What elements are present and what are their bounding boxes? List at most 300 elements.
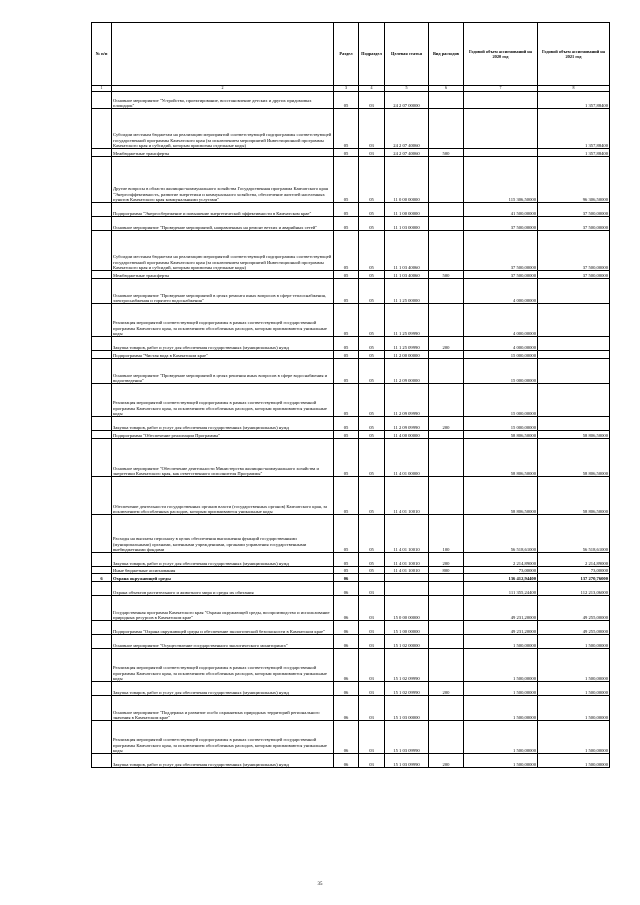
- row-section: 05: [334, 304, 359, 337]
- row-amount-2021: 1 500,00000: [538, 635, 610, 649]
- table-row: [92, 157, 610, 203]
- row-name: Закупка товаров, работ и услуг для обеспечения государственных (муниципальных) нужд: [112, 682, 334, 696]
- row-name: Закупка товаров, работ и услуг для обеспечения государственных (муниципальных) нужд: [112, 754, 334, 768]
- row-section: 06: [334, 754, 359, 768]
- row-target-item: [385, 582, 429, 596]
- table-row: [92, 696, 610, 721]
- row-amount-2020: 1 500,00000: [464, 682, 538, 696]
- row-expense-type: [429, 721, 464, 754]
- column-number: 1: [92, 86, 112, 92]
- row-subsection: 05: [359, 515, 385, 553]
- row-number: [92, 596, 112, 621]
- row-subsection: 05: [359, 359, 385, 384]
- row-subsection: 05: [359, 271, 385, 279]
- row-amount-2021: 1 500,00000: [538, 696, 610, 721]
- row-subsection: 05: [359, 384, 385, 417]
- row-expense-type: [429, 635, 464, 649]
- row-amount-2021: 37 500,00000: [538, 203, 610, 217]
- row-amount-2020: 58 806,50000: [464, 431, 538, 439]
- row-expense-type: [429, 351, 464, 359]
- row-expense-type: 500: [429, 149, 464, 157]
- row-amount-2020: [464, 149, 538, 157]
- row-number: [92, 417, 112, 431]
- row-section: 06: [334, 574, 359, 582]
- row-expense-type: [429, 217, 464, 231]
- row-target-item: 11 0 00 00000: [385, 157, 429, 203]
- row-target-item: 11 2 09 00000: [385, 359, 429, 384]
- row-name: Закупка товаров, работ и услуг для обеспечения государственных (муниципальных) нужд: [112, 417, 334, 431]
- row-number: [92, 515, 112, 553]
- row-section: 06: [334, 696, 359, 721]
- row-amount-2021: [538, 337, 610, 351]
- table-row: [92, 754, 610, 768]
- row-amount-2020: 15 000,00000: [464, 359, 538, 384]
- row-amount-2020: 73,00000: [464, 567, 538, 574]
- header-amount-2020: Годовой объем ассигнований на 2020 год: [464, 23, 538, 86]
- row-section: 06: [334, 596, 359, 621]
- row-number: [92, 359, 112, 384]
- row-name: Иные бюджетные ассигнования: [112, 567, 334, 574]
- row-amount-2020: 15 000,00000: [464, 351, 538, 359]
- row-name: Реализация мероприятий соответствующей подпрограммы в рамках соответствующей государственной программы Камчатского края, за исключением обособленных расходов, которым присваиваются уникальные коды: [112, 384, 334, 417]
- row-amount-2021: 73,00000: [538, 567, 610, 574]
- row-subsection: 05: [359, 279, 385, 304]
- row-number: [92, 682, 112, 696]
- row-expense-type: [429, 596, 464, 621]
- row-target-item: 11 1 25 00000: [385, 279, 429, 304]
- row-number: [92, 649, 112, 682]
- row-amount-2020: 58 806,50000: [464, 439, 538, 477]
- row-number: [92, 217, 112, 231]
- table-row: [92, 279, 610, 304]
- row-amount-2020: 15 000,00000: [464, 384, 538, 417]
- row-amount-2021: 2 214,89000: [538, 553, 610, 567]
- column-number: 2: [112, 86, 334, 92]
- row-expense-type: 200: [429, 417, 464, 431]
- row-target-item: 15 0 00 00000: [385, 596, 429, 621]
- row-subsection: 03: [359, 92, 385, 109]
- row-section: 06: [334, 582, 359, 596]
- row-expense-type: [429, 574, 464, 582]
- row-amount-2020: 49 231,20000: [464, 621, 538, 635]
- row-expense-type: 800: [429, 567, 464, 574]
- column-number: 4: [359, 86, 385, 92]
- table-row: [92, 359, 610, 384]
- row-expense-type: [429, 203, 464, 217]
- row-target-item: 11 1 25 09990: [385, 304, 429, 337]
- row-amount-2020: 4 000,00000: [464, 304, 538, 337]
- row-amount-2021: [538, 351, 610, 359]
- row-amount-2020: 2 214,89000: [464, 553, 538, 567]
- row-target-item: 24 2 07 40060: [385, 109, 429, 149]
- row-subsection: 05: [359, 417, 385, 431]
- row-section: 05: [334, 359, 359, 384]
- row-expense-type: [429, 359, 464, 384]
- row-section: 05: [334, 92, 359, 109]
- row-number: [92, 304, 112, 337]
- row-target-item: 11 4 01 10010: [385, 553, 429, 567]
- row-number: [92, 553, 112, 567]
- row-target-item: 11 1 25 09990: [385, 337, 429, 351]
- row-subsection: 05: [359, 304, 385, 337]
- row-section: 06: [334, 649, 359, 682]
- row-section: 05: [334, 477, 359, 515]
- table-row: [92, 635, 610, 649]
- budget-table: [91, 22, 610, 768]
- row-target-item: 15 1 03 00000: [385, 696, 429, 721]
- row-number: 6: [92, 574, 112, 582]
- row-target-item: 24 2 07 00000: [385, 92, 429, 109]
- row-name: Подпрограмма "Энергосбережение и повышение энергетической эффективности в Камчатском крае": [112, 203, 334, 217]
- row-amount-2021: 58 806,50000: [538, 477, 610, 515]
- table-row: [92, 515, 610, 553]
- row-name: Основное мероприятие "Устройство, проектирование, восстановление детских и других придомовых площадок": [112, 92, 334, 109]
- row-target-item: 24 2 07 40060: [385, 149, 429, 157]
- row-name: Межбюджетные трансферты: [112, 149, 334, 157]
- row-section: 05: [334, 553, 359, 567]
- row-amount-2020: 56 518,61000: [464, 515, 538, 553]
- table-row: [92, 477, 610, 515]
- row-name: Реализация мероприятий соответствующей подпрограммы в рамках соответствующей государственной программы Камчатского края, за исключением обособленных расходов, которым присваиваются уникальные коды: [112, 304, 334, 337]
- header-target-item: Целевая статья: [385, 23, 429, 86]
- row-amount-2020: 1 500,00000: [464, 649, 538, 682]
- column-number: 3: [334, 86, 359, 92]
- row-subsection: 05: [359, 157, 385, 203]
- row-target-item: 15 1 02 00000: [385, 635, 429, 649]
- row-expense-type: 200: [429, 754, 464, 768]
- table-row: [92, 337, 610, 351]
- row-target-item: 11 1 03 40060: [385, 231, 429, 271]
- row-amount-2021: 1 500,00000: [538, 754, 610, 768]
- row-amount-2020: 136 412,94400: [464, 574, 538, 582]
- table-row: [92, 217, 610, 231]
- row-amount-2021: 37 500,00000: [538, 271, 610, 279]
- row-subsection: 05: [359, 231, 385, 271]
- row-amount-2021: [538, 304, 610, 337]
- row-subsection: 03: [359, 109, 385, 149]
- row-section: 05: [334, 279, 359, 304]
- row-amount-2020: 115 306,50000: [464, 157, 538, 203]
- row-expense-type: [429, 231, 464, 271]
- row-target-item: 11 1 03 40060: [385, 271, 429, 279]
- row-amount-2021: [538, 384, 610, 417]
- row-subsection: 03: [359, 721, 385, 754]
- row-amount-2021: 56 518,61000: [538, 515, 610, 553]
- row-expense-type: [429, 696, 464, 721]
- table-row: [92, 149, 610, 157]
- row-subsection: 03: [359, 682, 385, 696]
- table-row: [92, 596, 610, 621]
- row-expense-type: [429, 279, 464, 304]
- row-subsection: 03: [359, 149, 385, 157]
- row-section: 05: [334, 109, 359, 149]
- row-number: [92, 149, 112, 157]
- row-subsection: 05: [359, 337, 385, 351]
- row-target-item: 11 2 09 09990: [385, 417, 429, 431]
- row-section: 05: [334, 431, 359, 439]
- row-name: Основное мероприятие "Осуществление государственного экологического мониторинга": [112, 635, 334, 649]
- row-target-item: 11 1 00 00000: [385, 203, 429, 217]
- row-section: 05: [334, 567, 359, 574]
- row-section: 05: [334, 384, 359, 417]
- row-amount-2021: 1 357,88400: [538, 92, 610, 109]
- row-expense-type: [429, 92, 464, 109]
- row-name: Субсидии местным бюджетам на реализацию мероприятий соответствующей подпрограммы соответствующей государственной программы Камчатского края (за исключением мероприятий Инвестиционной программы Камчатского края и субсидий, которым присвоены отдельные коды): [112, 109, 334, 149]
- row-target-item: 15 1 03 09990: [385, 721, 429, 754]
- row-name: Реализация мероприятий соответствующей подпрограммы в рамках соответствующей государственной программы Камчатского края, за исключением обособленных расходов, которым присваиваются уникальные коды: [112, 721, 334, 754]
- row-number: [92, 337, 112, 351]
- table-row: [92, 574, 610, 582]
- row-amount-2020: 4 000,00000: [464, 337, 538, 351]
- row-subsection: [359, 574, 385, 582]
- table-row: [92, 553, 610, 567]
- row-number: [92, 439, 112, 477]
- row-number: [92, 157, 112, 203]
- header-subsection: Подраздел: [359, 23, 385, 86]
- row-section: 05: [334, 217, 359, 231]
- row-section: 05: [334, 231, 359, 271]
- row-number: [92, 696, 112, 721]
- row-target-item: 15 1 03 09990: [385, 754, 429, 768]
- row-amount-2020: 41 500,00000: [464, 203, 538, 217]
- row-name: Подпрограмма "Охрана окружающей среды и обеспечение экологической безопасности в Камчатском крае": [112, 621, 334, 635]
- row-amount-2020: 49 231,20000: [464, 596, 538, 621]
- row-name: Другие вопросы в области жилищно-коммунального хозяйства Государственная программа Камчатского края "Энергоэффективность, развитие энергетики и коммунального хозяйства, обеспечение жителей населенных пунктов Камчатского края коммунальными услугами": [112, 157, 334, 203]
- row-number: [92, 721, 112, 754]
- row-amount-2021: 49 255,00000: [538, 596, 610, 621]
- row-amount-2020: [464, 92, 538, 109]
- row-target-item: 11 4 00 00000: [385, 431, 429, 439]
- row-amount-2020: 58 806,50000: [464, 477, 538, 515]
- row-section: 05: [334, 203, 359, 217]
- row-amount-2021: 37 500,00000: [538, 217, 610, 231]
- row-target-item: 11 4 01 00000: [385, 439, 429, 477]
- row-number: [92, 279, 112, 304]
- row-target-item: 15 1 00 00000: [385, 621, 429, 635]
- row-target-item: 11 2 09 09990: [385, 384, 429, 417]
- row-expense-type: [429, 439, 464, 477]
- row-name: Субсидии местным бюджетам на реализацию мероприятий соответствующей подпрограммы соответствующей государственной программы Камчатского края (за исключением мероприятий Инвестиционной программы Камчатского края и субсидий, которым присвоены отдельные коды): [112, 231, 334, 271]
- row-name: Межбюджетные трансферты: [112, 271, 334, 279]
- row-name: Основное мероприятие "Проведение мероприятий в целях ремонта иных вопросов в сфере теплоснабжения, электроснабжения и горячего водоснабжения": [112, 279, 334, 304]
- table-row: [92, 582, 610, 596]
- row-number: [92, 231, 112, 271]
- row-number: [92, 271, 112, 279]
- row-name: Обеспечение деятельности государственных органов власти (государственных органов) Камчатского края, за исключением обособленных расходов, которым присваиваются уникальные коды: [112, 477, 334, 515]
- row-amount-2021: 37 500,00000: [538, 231, 610, 271]
- row-amount-2020: 15 000,00000: [464, 417, 538, 431]
- row-name: Охрана объектов растительного и животного мира и среды их обитания: [112, 582, 334, 596]
- row-section: 06: [334, 621, 359, 635]
- row-expense-type: 200: [429, 553, 464, 567]
- row-name: Закупка товаров, работ и услуг для обеспечения государственных (муниципальных) нужд: [112, 337, 334, 351]
- table-row: [92, 439, 610, 477]
- row-section: 05: [334, 439, 359, 477]
- row-amount-2020: 37 500,00000: [464, 231, 538, 271]
- row-name: Расходы на выплаты персоналу в целях обеспечения выполнения функций государственными (муниципальными) органами, казенными учреждениями, органами управления государственными внебюджетными фондами: [112, 515, 334, 553]
- row-number: [92, 621, 112, 635]
- row-name: Государственная программа Камчатского края "Охрана окружающей среды, воспроизводство и использование природных ресурсов в Камчатском крае": [112, 596, 334, 621]
- row-amount-2020: [464, 109, 538, 149]
- row-number: [92, 582, 112, 596]
- row-expense-type: [429, 157, 464, 203]
- column-number: 8: [538, 86, 610, 92]
- row-number: [92, 203, 112, 217]
- row-subsection: 05: [359, 567, 385, 574]
- row-amount-2021: 96 306,50000: [538, 157, 610, 203]
- row-amount-2021: 58 806,50000: [538, 431, 610, 439]
- row-section: 06: [334, 721, 359, 754]
- table-row: [92, 417, 610, 431]
- row-target-item: 11 1 03 00000: [385, 217, 429, 231]
- row-subsection: 03: [359, 635, 385, 649]
- row-expense-type: [429, 649, 464, 682]
- row-amount-2020: 111 355,24400: [464, 582, 538, 596]
- row-name: Закупка товаров, работ и услуг для обеспечения государственных (муниципальных) нужд: [112, 553, 334, 567]
- row-amount-2021: 1 357,88400: [538, 149, 610, 157]
- table-row: [92, 384, 610, 417]
- table-row: [92, 721, 610, 754]
- row-expense-type: [429, 582, 464, 596]
- header-expense-type: Вид расходов: [429, 23, 464, 86]
- row-amount-2021: 137 270,76000: [538, 574, 610, 582]
- row-section: 05: [334, 271, 359, 279]
- row-expense-type: 200: [429, 682, 464, 696]
- row-amount-2021: 58 806,50000: [538, 439, 610, 477]
- row-expense-type: [429, 477, 464, 515]
- row-number: [92, 567, 112, 574]
- row-name: Подпрограмма "Обеспечение реализации Программы": [112, 431, 334, 439]
- row-target-item: 11 4 01 10010: [385, 567, 429, 574]
- row-number: [92, 431, 112, 439]
- row-number: [92, 635, 112, 649]
- row-amount-2020: 37 500,00000: [464, 217, 538, 231]
- table-row: [92, 682, 610, 696]
- row-target-item: 15 1 02 09990: [385, 649, 429, 682]
- row-amount-2021: 1 500,00000: [538, 682, 610, 696]
- row-subsection: 03: [359, 596, 385, 621]
- header-amount-2021: Годовой объем ассигнований на 2021 год: [538, 23, 610, 86]
- row-amount-2021: [538, 359, 610, 384]
- row-amount-2020: 1 500,00000: [464, 635, 538, 649]
- row-amount-2021: 1 500,00000: [538, 721, 610, 754]
- row-target-item: 15 1 02 09990: [385, 682, 429, 696]
- header-name: [112, 23, 334, 86]
- row-name: Основное мероприятие "Поддержка и развитие особо охраняемых природных территорий регионального значения в Камчатском крае": [112, 696, 334, 721]
- row-subsection: 05: [359, 217, 385, 231]
- row-section: 05: [334, 351, 359, 359]
- header-section: Раздел: [334, 23, 359, 86]
- row-amount-2021: 112 213,06000: [538, 582, 610, 596]
- row-subsection: 03: [359, 754, 385, 768]
- row-expense-type: [429, 621, 464, 635]
- row-subsection: 05: [359, 439, 385, 477]
- row-amount-2020: 37 500,00000: [464, 271, 538, 279]
- row-subsection: 05: [359, 203, 385, 217]
- row-section: 05: [334, 149, 359, 157]
- row-subsection: 05: [359, 351, 385, 359]
- table-row: [92, 431, 610, 439]
- row-expense-type: [429, 431, 464, 439]
- row-subsection: 05: [359, 477, 385, 515]
- row-section: 05: [334, 515, 359, 553]
- row-expense-type: [429, 304, 464, 337]
- row-amount-2020: 4 000,00000: [464, 279, 538, 304]
- table-row: [92, 203, 610, 217]
- header-number: № п/п: [92, 23, 112, 86]
- row-amount-2020: 1 500,00000: [464, 696, 538, 721]
- row-subsection: 05: [359, 431, 385, 439]
- column-number: 5: [385, 86, 429, 92]
- row-amount-2021: [538, 417, 610, 431]
- row-section: 05: [334, 157, 359, 203]
- row-expense-type: 200: [429, 337, 464, 351]
- row-subsection: 03: [359, 649, 385, 682]
- page-number: 35: [317, 882, 323, 887]
- row-name: Основное мероприятие "Проведение мероприятий, направленных на ремонт ветхих и аварийных сетей": [112, 217, 334, 231]
- row-number: [92, 351, 112, 359]
- row-amount-2021: 1 357,88400: [538, 109, 610, 149]
- table-row: [92, 649, 610, 682]
- table-row: [92, 351, 610, 359]
- row-section: 06: [334, 635, 359, 649]
- row-amount-2020: 1 500,00000: [464, 754, 538, 768]
- row-subsection: 03: [359, 696, 385, 721]
- row-amount-2021: 1 500,00000: [538, 649, 610, 682]
- row-name: Основное мероприятие "Проведение мероприятий в целях решения иных вопросов в сфере водоснабжения и водоотведения": [112, 359, 334, 384]
- table-row: [92, 621, 610, 635]
- row-number: [92, 384, 112, 417]
- row-expense-type: [429, 384, 464, 417]
- row-section: 05: [334, 417, 359, 431]
- row-section: 06: [334, 682, 359, 696]
- row-subsection: 05: [359, 553, 385, 567]
- row-name: Охрана окружающей среды: [112, 574, 334, 582]
- row-expense-type: 500: [429, 271, 464, 279]
- row-expense-type: 100: [429, 515, 464, 553]
- row-number: [92, 109, 112, 149]
- row-name: Реализация мероприятий соответствующей подпрограммы в рамках соответствующей государственной программы Камчатского края, за исключением обособленных расходов, которым присваиваются уникальные коды: [112, 649, 334, 682]
- row-target-item: 11 4 01 10010: [385, 515, 429, 553]
- table-row: [92, 231, 610, 271]
- row-section: 05: [334, 337, 359, 351]
- table-row: [92, 567, 610, 574]
- table-row: [92, 109, 610, 149]
- row-amount-2021: [538, 279, 610, 304]
- table-row: [92, 304, 610, 337]
- row-number: [92, 477, 112, 515]
- table-header-row: [92, 23, 610, 86]
- row-subsection: 03: [359, 621, 385, 635]
- row-name: Подпрограмма "Чистая вода в Камчатском крае": [112, 351, 334, 359]
- row-number: [92, 92, 112, 109]
- row-amount-2020: 1 500,00000: [464, 721, 538, 754]
- column-number: 6: [429, 86, 464, 92]
- table-row: [92, 271, 610, 279]
- row-target-item: 11 4 01 10010: [385, 477, 429, 515]
- budget-table-sheet: [91, 22, 609, 768]
- row-amount-2021: 49 255,00000: [538, 621, 610, 635]
- table-body: [92, 92, 610, 768]
- row-subsection: 03: [359, 582, 385, 596]
- row-expense-type: [429, 109, 464, 149]
- column-number: 7: [464, 86, 538, 92]
- row-number: [92, 754, 112, 768]
- row-name: Основное мероприятие "Обеспечение деятельности Министерства жилищно-коммунального хозяйства и энергетики Камчатского края, как ответственного исполнителя Программы": [112, 439, 334, 477]
- table-row: [92, 92, 610, 109]
- row-target-item: [385, 574, 429, 582]
- row-target-item: 11 2 00 00000: [385, 351, 429, 359]
